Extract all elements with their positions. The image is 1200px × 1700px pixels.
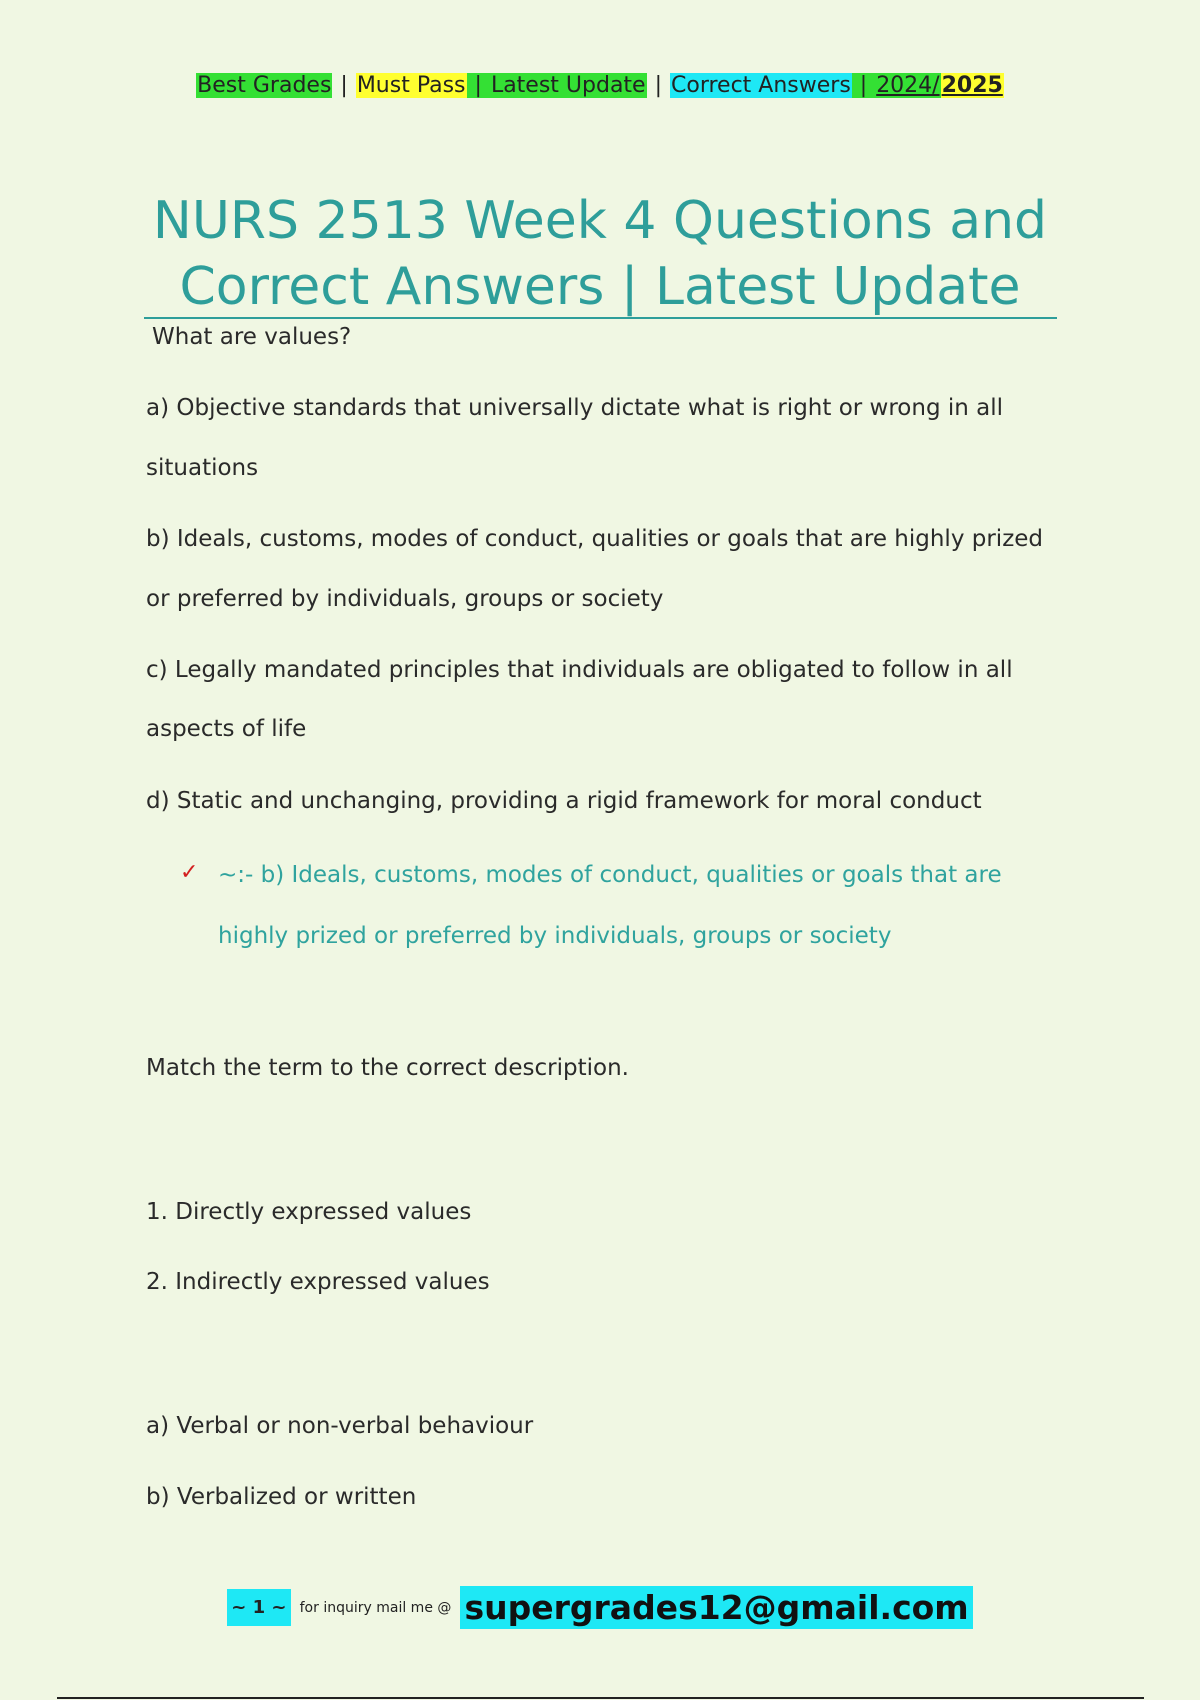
question-1-option-d: d) Static and unchanging, providing a rigid framework for moral conduct (146, 788, 982, 814)
question-1-option-b: b) Ideals, customs, modes of conduct, qualities or goals that are highly prized (146, 526, 1044, 552)
question-2-desc-a: a) Verbal or non-verbal behaviour (146, 1413, 534, 1439)
banner-separator: | (647, 73, 669, 98)
question-1-option-c: c) Legally mandated principles that individuals are obligated to follow in all (146, 657, 1013, 683)
question-2-prompt: Match the term to the correct description. (146, 1055, 629, 1081)
question-1-option-a: a) Objective standards that universally dictate what is right or wrong in all (146, 395, 1004, 421)
question-2-desc-b: b) Verbalized or written (146, 1484, 417, 1510)
question-1-prompt: What are values? (152, 324, 352, 350)
page-footer (0, 1588, 1200, 1627)
bottom-divider (57, 1697, 1144, 1699)
question-1-option-b-cont: or preferred by individuals, groups or society (146, 586, 664, 612)
question-1-answer-cont: highly prized or preferred by individuals, groups or society (218, 923, 892, 949)
question-1-option-c-cont: aspects of life (146, 716, 307, 742)
question-1-option-a-cont: situations (146, 455, 259, 481)
banner-latest-update: Latest Update (490, 73, 646, 98)
page-title (140, 188, 1060, 320)
top-banner (0, 70, 1200, 102)
title-underline (144, 317, 1057, 319)
inquiry-text: for inquiry mail me @ (299, 1599, 452, 1616)
banner-year-start: 2024/ (876, 73, 940, 98)
banner-correct-answers: Correct Answers (671, 73, 851, 98)
question-1-answer: ~:- b) Ideals, customs, modes of conduct, qualities or goals that are (218, 862, 1002, 888)
title-line-1: NURS 2513 Week 4 Questions and (152, 191, 1048, 251)
banner-separator: | (852, 73, 875, 98)
banner-must-pass: Must Pass (356, 73, 466, 98)
question-2-term-2: 2. Indirectly expressed values (146, 1269, 490, 1295)
question-2-term-1: 1. Directly expressed values (146, 1199, 472, 1225)
banner-year-end: 2025 (941, 73, 1003, 98)
contact-email: supergrades12@gmail.com (460, 1586, 972, 1629)
page-number: ~ 1 ~ (227, 1589, 290, 1626)
title-line-2: Correct Answers | Latest Update (179, 257, 1021, 317)
checkmark-icon: ✓ (180, 860, 199, 885)
banner-best-grades: Best Grades (197, 73, 332, 98)
banner-separator: | (467, 73, 489, 98)
banner-separator: | (333, 73, 355, 98)
